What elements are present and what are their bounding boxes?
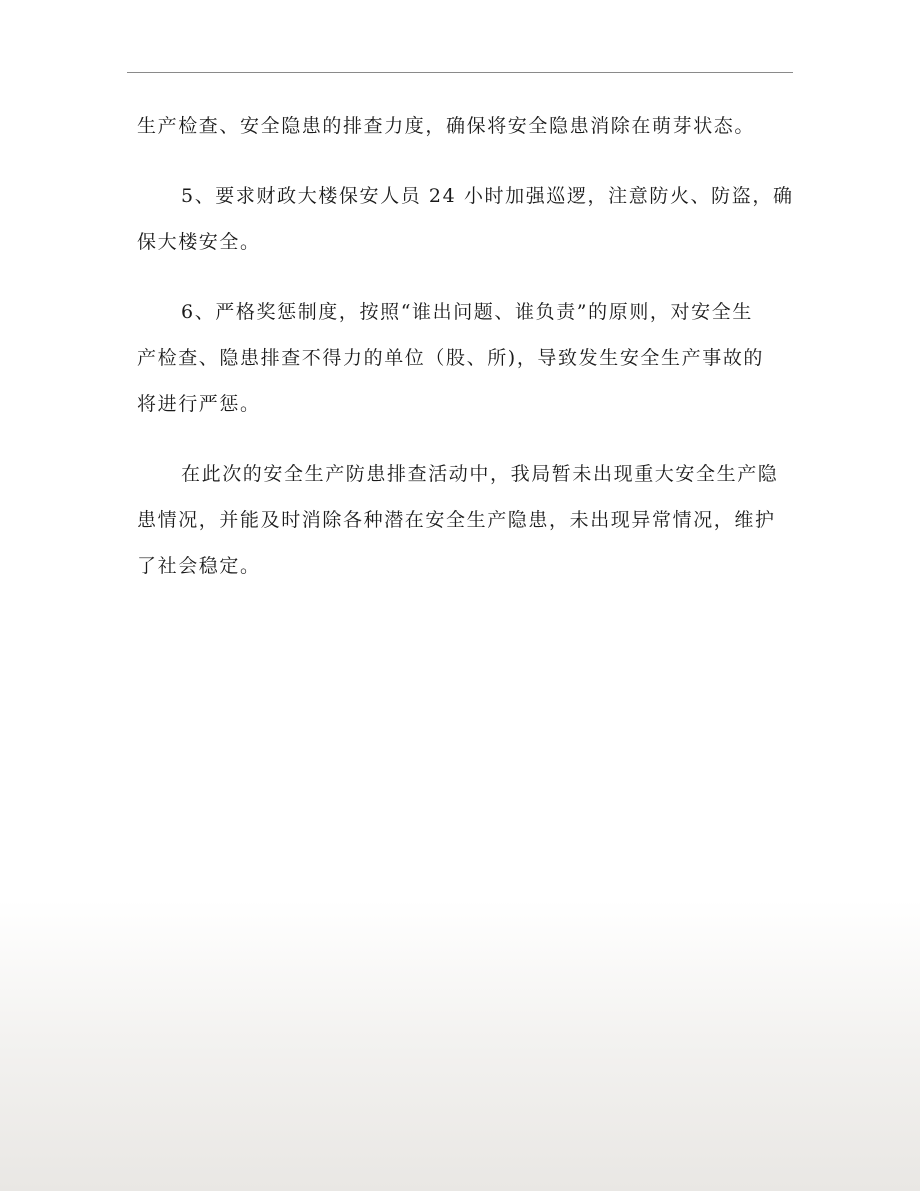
paragraph-line: 产检查、隐患排查不得力的单位（股、所)，导致发生安全生产事故的 bbox=[137, 347, 765, 369]
paragraph-line: 在此次的安全生产防患排查活动中，我局暂未出现重大安全生产隐 bbox=[181, 463, 779, 485]
paragraph-line: 了社会稳定。 bbox=[137, 555, 261, 577]
paragraph-3 bbox=[137, 289, 785, 427]
header-rule bbox=[127, 72, 793, 73]
paragraph-line: 保大楼安全。 bbox=[137, 231, 261, 253]
paragraph-1 bbox=[137, 103, 785, 149]
paragraph-line: 患情况，并能及时消除各种潜在安全生产隐患，未出现异常情况，维护 bbox=[137, 509, 776, 531]
paragraph-line: 5、要求财政大楼保安人员 24 小时加强巡逻，注意防火、防盗，确 bbox=[181, 185, 794, 207]
paragraph-line: 生产检查、安全隐患的排查力度，确保将安全隐患消除在萌芽状态。 bbox=[137, 115, 756, 137]
document-body bbox=[137, 103, 794, 613]
paragraph-line: 将进行严惩。 bbox=[137, 393, 261, 415]
paragraph-2 bbox=[137, 173, 794, 265]
paragraph-line: 6、严格奖惩制度，按照“谁出问题、谁负责”的原则，对安全生 bbox=[181, 301, 753, 323]
paragraph-4 bbox=[137, 451, 785, 589]
